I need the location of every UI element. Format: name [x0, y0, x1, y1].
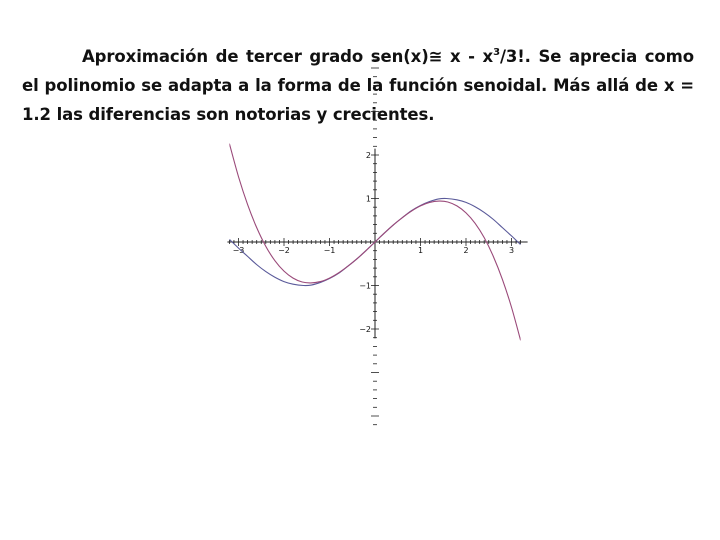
x-tick-label: 3	[508, 246, 515, 255]
x-tick-label: 1	[417, 246, 424, 255]
y-tick-label: 2	[365, 151, 371, 160]
description-part-2: /3!. Se aprecia como el polinomio se adapta a la forma de la función senoidal. Más allá de x = 1.2 las diferencias son notorias y crecientes.	[22, 47, 694, 124]
y-tick-label: −1	[359, 281, 371, 291]
description-part-1: Aproximación de tercer grado sen(x)≅ x - x	[82, 47, 494, 66]
x-tick-label: 2	[463, 246, 469, 255]
x-tick-label: −3	[232, 246, 245, 255]
y-tick-label: 1	[365, 194, 371, 204]
exponent-superscript: 3	[493, 47, 500, 58]
x-tick-label: −1	[323, 246, 336, 255]
y-tick-label: −2	[359, 325, 371, 334]
x-tick-label: −2	[278, 246, 290, 255]
